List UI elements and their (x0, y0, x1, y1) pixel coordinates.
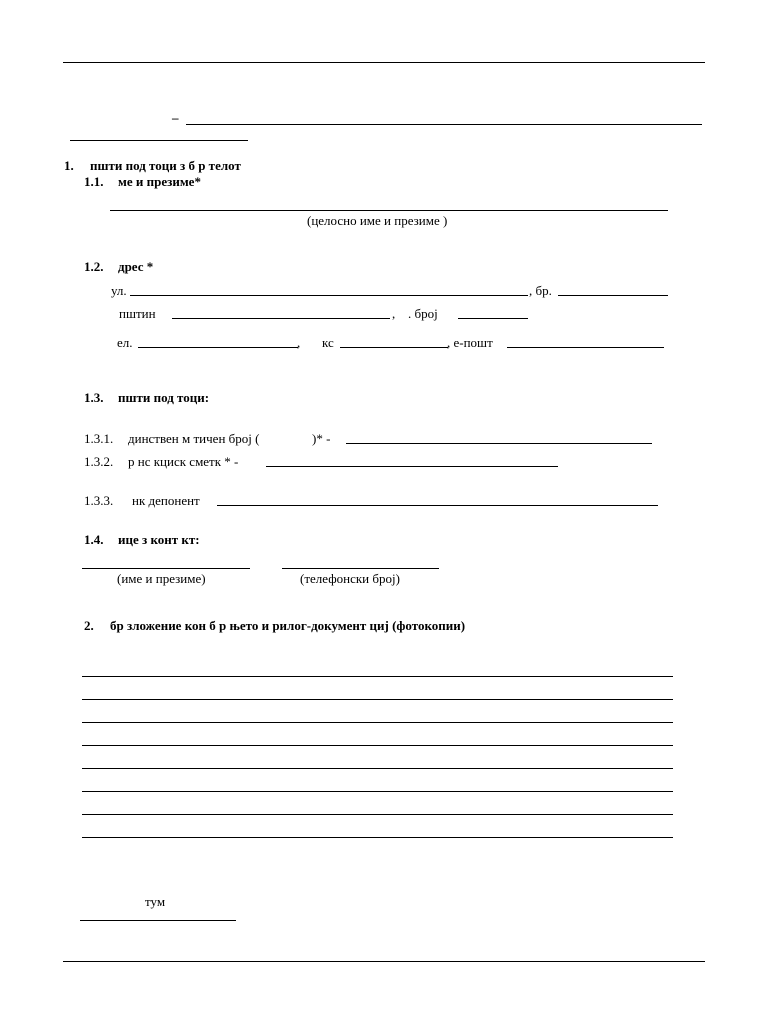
date-field[interactable] (80, 920, 236, 921)
fax-field[interactable] (340, 347, 448, 348)
section2-number: 2. (84, 618, 94, 633)
item-1-3-2-label: р нс кциск сметк * - (128, 454, 239, 469)
item-1-2-number: 1.2. (84, 259, 104, 274)
bottom-rule (63, 961, 705, 962)
phone-separator: , (297, 335, 301, 350)
contact-name-field[interactable] (82, 568, 250, 569)
item-1-3-1-number: 1.3.1. (84, 431, 114, 446)
municipality-label: пштин (119, 306, 156, 321)
item-1-3-label: пшти под тоци: (118, 390, 210, 405)
top-rule (63, 62, 705, 63)
transaction-account-field[interactable] (266, 466, 558, 467)
item-1-3-2-number: 1.3.2. (84, 454, 114, 469)
item-1-3-number: 1.3. (84, 390, 104, 405)
item-1-4-label: ице з конт кт: (118, 532, 200, 547)
item-1-3-1-label: динствен м тичен број ( (128, 431, 260, 446)
item-1-1-label: ме и презиме* (118, 174, 201, 189)
contact-name-caption: (име и презиме) (117, 571, 206, 586)
item-1-2-label: дрес * (118, 259, 154, 274)
unique-id-field[interactable] (346, 443, 652, 444)
explanation-line[interactable] (82, 814, 673, 815)
item-1-3-1-suffix: )* - (312, 431, 331, 446)
email-field[interactable] (507, 347, 664, 348)
title-field-line-2[interactable] (70, 140, 248, 141)
explanation-line[interactable] (82, 722, 673, 723)
phone-field[interactable] (138, 347, 298, 348)
postal-code-label: . број (408, 306, 438, 321)
section2-heading: бр зложение кон б р њето и рилог-документ циј (фотокопии) (110, 618, 466, 633)
municipality-field[interactable] (172, 318, 390, 319)
section1-heading: пшти под тоци з б р телот (90, 158, 241, 173)
explanation-line[interactable] (82, 791, 673, 792)
explanation-line[interactable] (82, 768, 673, 769)
contact-phone-field[interactable] (282, 568, 439, 569)
postal-code-field[interactable] (458, 318, 528, 319)
street-field[interactable] (130, 295, 528, 296)
item-1-3-3-number: 1.3.3. (84, 493, 114, 508)
street-number-label: , бр. (529, 283, 552, 298)
email-label: , е-пошт (447, 335, 493, 350)
item-1-3-3-label: нк депонент (132, 493, 200, 508)
explanation-line[interactable] (82, 745, 673, 746)
full-name-field[interactable] (110, 210, 668, 211)
fax-label: кс (322, 335, 334, 350)
title-field-line-1[interactable] (186, 124, 702, 125)
street-number-field[interactable] (558, 295, 668, 296)
section1-number: 1. (64, 158, 74, 173)
explanation-line[interactable] (82, 699, 673, 700)
explanation-line[interactable] (82, 837, 673, 838)
phone-label: ел. (117, 335, 133, 350)
explanation-line[interactable] (82, 676, 673, 677)
item-1-4-number: 1.4. (84, 532, 104, 547)
full-name-caption: (целосно име и презиме ) (307, 213, 448, 228)
contact-phone-caption: (телефонски број) (300, 571, 400, 586)
municipality-separator: , (392, 306, 396, 321)
item-1-1-number: 1.1. (84, 174, 104, 189)
street-label: ул. (111, 283, 127, 298)
title-dash: – (172, 110, 179, 125)
date-label: тум (145, 894, 166, 909)
depositary-bank-field[interactable] (217, 505, 658, 506)
